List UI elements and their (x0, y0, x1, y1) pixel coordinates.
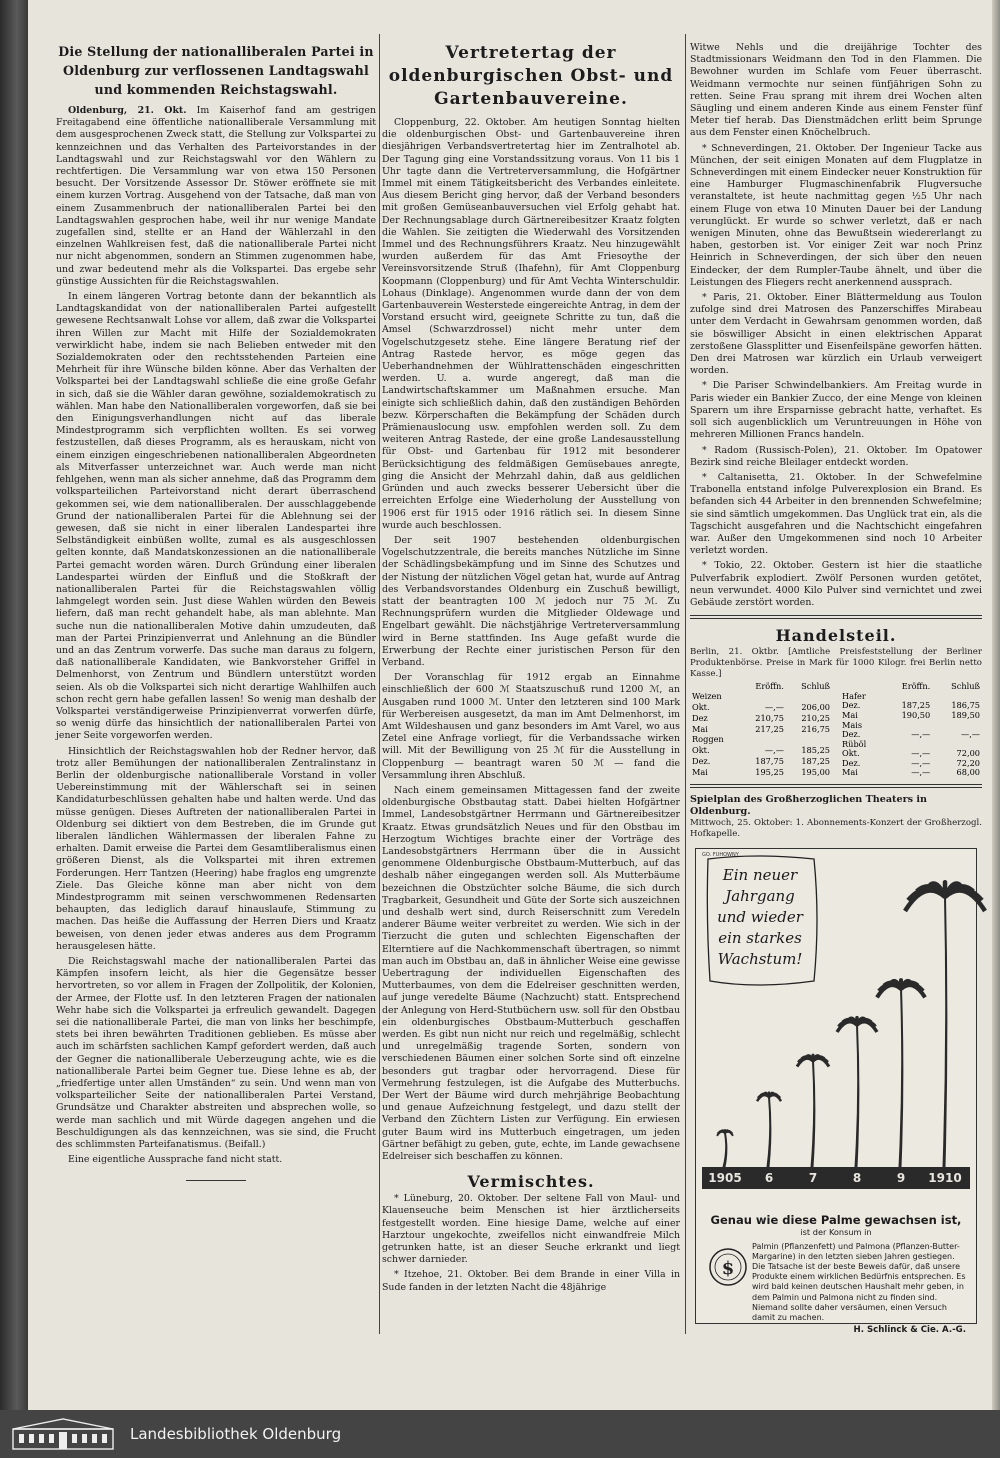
library-footer (0, 1410, 1000, 1458)
book-binding (0, 0, 28, 1410)
section-headline-vermischtes: Vermischtes. (467, 1172, 595, 1192)
market-cell-close: 68,00 (956, 767, 980, 778)
palm-group (717, 882, 985, 1167)
ad-subline: ist der Konsum in (800, 1227, 872, 1238)
article-paragraph: Der seit 1907 bestehenden oldenburgischen Vogelschutzzentrale, die bereits manches Nützliche im Sinne der Schädlingsbekämpfung und im Sinne des Schutzes und der Nistung der nützlichen Vögel getan hat, wurde auf Antrag des Verbandsvorstandes Oldenburg ein Zuschuß bewilligt, statt der beantragten 100 ℳ jedoch nur 75 ℳ. Zu Rechnungsprüfern wurden die Mitglieder Oldewage und Engelbart gewählt. Die nächstjährige Vertreterversammlung wird in Berne stattfinden. Ins Auge gefaßt wurde die Erwerbung der Rechte einer juristischen Person für den Verband. (382, 534, 680, 668)
column-1 (56, 42, 376, 1332)
section-rule (690, 615, 982, 619)
article-paragraph: Hinsichtlich der Reichstagswahlen hob der Redner hervor, daß trotz aller Bemühungen der nationalliberalen Zentralinstanz in Berlin der oldenburgische nationalliberale Vorstand in voller Uebereinstimmung mit der Wählerschaft sei in seinen Kandidaturbeschlüssen gehalten habe und halten werde. Und das müsse genügen. Dieses Auftreten der nationalliberalen Partei in Oldenburg sei diktiert von dem Bestreben, die im Grunde gut liberalen ländlichen Wählermassen der liberalen Fahne zu erhalten. Damit erweise die Partei dem Gesamtliberalismus einen größeren Dienst, als die Volkspartei mit ihren extremen Forderungen. Herr Tantzen (Heering) habe fraglos eng umgrenzte Ziele. Das Gleiche könne man aber nicht von dem Mindestprogramm mit seinen verschwommenen Redensarten behaupten, das lediglich darauf hinauslaufe, Stimmung zu machen. Das heiße die Auffassung der Herren Diers und Kraatz beweisen, von denen jeder etwas anderes aus dem Programm herausgelesen hätte. (56, 745, 376, 952)
market-cell-open: —,— (764, 702, 784, 713)
year-label: 6 (764, 1171, 774, 1186)
market-cell-label: Mai (842, 767, 858, 778)
dollar-seal-icon (708, 1247, 748, 1287)
ad-body: Palmin (Pflanzenfett) und Palmona (Pflanzen-Butter-Margarine) in den letzten sieben Jahren gestiegen. Die Tatsache ist der beste Beweis dafür, daß unsere Produkte einem wirklichen Bedürfnis entsprechen. Es wird bald keinen deutschen Haushalt mehr geben, in dem Palmin und Palmona nicht zu finden sind. Niemand sollte daher versäumen, einen Versuch damit zu machen. (752, 1241, 966, 1322)
market-cell-close: —,— (961, 729, 980, 740)
market-cell-open: —,— (911, 767, 931, 778)
market-cell-close: 195,00 (801, 766, 830, 777)
year-label: 1905 (708, 1171, 742, 1186)
market-cell-label: Hafer (842, 690, 866, 701)
market-row (690, 735, 832, 746)
article-headline-nationalliberal: Die Stellung der nationalliberalen Partei in Oldenburg zur verflossenen Landtagswahl und kommenden Reichstagswahl. (58, 44, 374, 97)
market-cell-label: Dez. (692, 756, 711, 767)
col-close-header: Schluß (801, 681, 830, 692)
market-cell-open: —,— (911, 748, 931, 759)
market-cell-open: 210,75 (755, 712, 784, 723)
article-paragraph: Eine eigentliche Aussprache fand nicht statt. (68, 1154, 283, 1166)
palmin-advertisement (695, 848, 977, 1336)
market-row (690, 692, 832, 703)
palm-tree (837, 1018, 877, 1167)
market-cell-open: 187,75 (755, 756, 784, 767)
col-open-header: Eröffn. (755, 681, 784, 692)
market-row (690, 767, 832, 778)
market-cell-open: 195,25 (755, 766, 784, 777)
article-paragraph: Nach einem gemeinsamen Mittagessen fand der zweite oldenburgische Obstbautag statt. Dabei hielten Hofgärtner Immel, Landesobstgärtner Herrmann und Gärtnereibesitzer Kraatz. Etwas grundsätzlich Neues und für den Obstbau im Herzogtum Wichtiges brachte einer der Vorträge des Landesobstgärtners Herrmann über die in Aussicht genommene Oldenburgische Obstbaum-Mutterbuch, auf das deshalb näher eingegangen werden soll. Als Mutterbäume bezeichnen die Obstzüchter solche Bäume, die sich durch Tragbarkeit, Gesundheit und Güte der Sorte sich auszeichnen und deshalb wert sind, durch Reiserschnitt zum Veredeln anderer Bäume weiter verbreitet zu werden. Wie sich in der Tierzucht die guten und schlechten Eigenschaften der Elterntiere auf die Nachkommenschaft übertragen, so nimmt man auch im Obstbau an, daß in ähnlicher Weise eine gewisse Uebertragung der individuellen Eigenschaften des Mutterbaumes, von dem die Edelreiser geschnitten werden, auf junge veredelte Bäume (Nachzucht) statt. Entsprechend der Anlegung von Herd-Stutbüchern usw. soll für den Obstbau ein oldenburgisches Obstbaum-Mutterbuch geschaffen werden. Es gibt nun nicht nur reich und regelmäßig, schlecht und unregelmäßig tragende Sorten, sondern von verschiedenen Bäumen einer solchen Sorte sind oft einzelne besonders gut tragbar oder hervorragend. Diese für Vermehrung festzulegen, ist die Aufgabe des Mutterbuchs. Der Wert der Bäume wird durch mehrjährige Beobachtung und genaue Aufzeichnung festgelegt, und dazu stellt der Verband den Züchtern Listen zur Verfügung. Ein erwiesen guter Baum wird ins Mutterbuch eingetragen, um jeden Gärtner befähigt zu geben, gute, echte, im Lande gewachsene Edelreiser sich beschaffen zu können. (382, 784, 680, 1163)
market-cell-label: Mai (842, 709, 858, 720)
column-rule-1 (379, 34, 380, 1334)
svg-text:$: $ (721, 1258, 735, 1280)
market-cell-close: 72,20 (956, 757, 980, 768)
news-item: * Schneverdingen, 21. Oktober. Der Ingenieur Tacke aus München, der seit einigen Monaten auf dem Flugplatze in Schneverdingen mit einem Eindecker neuer Konstruktion für eine Hamburger Flugmaschinenfabrik Flugversuche veranstaltete, ist heute nachmittag gegen ½5 Uhr nach einem Fluge von etwa 10 Minuten Dauer bei der Landung verunglückt. Er wurde so schwer verletzt, daß er nach wenigen Minuten, ohne das Bewußtsein wiedererlangt zu haben, gestorben ist. Vor einiger Zeit war noch Prinz Heinrich in Schneverdingen, der sich über den neuen Eindecker, der dem Rumpler-Taube ähnelt, und über die Leistungen des Fliegers recht anerkennend aussprach. (690, 142, 982, 288)
article-headline-obstbau: Vertretertag der oldenburgischen Obst- und Gartenbauvereine. (388, 43, 674, 109)
news-item: * Paris, 21. Oktober. Einer Blättermeldung aus Toulon zufolge sind drei Matrosen des Panzerschiffes Mirabeau unter dem Verdacht in Gewahrsam genommen worden, daß sie böswilliger Absicht in einen elektrischen Apparat zerstoßene Glassplitter und Eisenfeilspäne geworfen hätten. Den drei Matrosen war kürzlich ein Urlaub verweigert worden. (690, 292, 982, 377)
market-cell-close: 210,25 (801, 712, 830, 723)
year-label: 7 (808, 1171, 818, 1186)
market-cell-label: Dez. (842, 757, 861, 768)
market-cell-label: Rüböl (842, 738, 867, 749)
market-cell-open: —,— (911, 757, 931, 768)
market-cell-close: 186,75 (951, 700, 980, 711)
market-headline: Handelsteil. (775, 626, 897, 646)
market-row (690, 756, 832, 767)
theater-headline: Spielplan des Großherzoglichen Theaters in Oldenburg. (690, 794, 928, 818)
palm-tree (797, 1055, 829, 1167)
market-cell-label: Okt. (842, 748, 860, 759)
market-cell-close (786, 692, 832, 703)
library-building-icon (8, 1415, 118, 1453)
market-cell-close: 189,50 (951, 709, 980, 720)
palm-trees-illustration (696, 849, 976, 1209)
news-item: * Die Pariser Schwindelbankiers. Am Freitag wurde in Paris wieder ein Bankier Zucco, der eine Menge von kleinen Sparern um ihre Ersparnisse gebracht hatte, verhaftet. Es soll sich augenblicklich um Veruntreuungen in Höhe von mehreren Millionen Francs handeln. (690, 380, 982, 441)
market-intro: Berlin, 21. Oktbr. [Amtliche Preisfeststellung der Berliner Produktenbörse. Preise in Mark für 1000 Kilogr. frei Berlin netto Kasse.] (690, 647, 982, 680)
market-cell-open: —,— (764, 745, 784, 756)
column-rule-2 (685, 34, 686, 1334)
news-item: Witwe Nehls und die dreijährige Tochter des Stadtmissionars Weidmann den Tod in den Flammen. Die Bewohner wurden im Schlafe vom Feuer überrascht. Weidmann vermochte nur seinen fünfjährigen Sohn zu retten. Seine Frau sprang mit ihrem drei Wochen alten Säugling und einem anderen Kinde aus einem Fenster fünf Meter tief herab. Das Dienstmädchen erlitt beim Sprunge aus dem Fenster einen Knöchelbruch. (690, 42, 982, 139)
market-cell-open: 190,50 (901, 709, 931, 720)
market-cell-close: 206,00 (801, 702, 830, 713)
market-cell-label: Mais (842, 719, 863, 730)
ad-agency-mark: GO. FUHOWNY (702, 852, 739, 859)
market-cell-open (740, 692, 786, 703)
palm-tree (905, 882, 985, 1167)
market-cell-label: Dez. (842, 729, 861, 740)
market-cell-open: —,— (911, 729, 931, 740)
year-label: 8 (852, 1171, 862, 1186)
market-cell-close (786, 735, 832, 746)
market-row (690, 724, 832, 735)
col-close-header: Schluß (951, 681, 980, 692)
ad-slogan-banner: Ein neuer Jahrgang und wieder ein starkes Wachstum! (717, 866, 803, 969)
market-cell-label: Okt. (692, 745, 710, 756)
market-table-left (690, 682, 832, 778)
end-rule (186, 1180, 246, 1181)
article-paragraph: Cloppenburg, 22. Oktober. Am heutigen Sonntag hielten die oldenburgischen Obst- und Gartenbauvereine ihren diesjährigen Verbandsvertretertag hier im Zentralhotel ab. Der Tagung ging eine Vorstandssitzung voraus. Von 11 bis 1 Uhr tagte dann die Vertreterversammlung, die Hofgärtner Immel mit einem Tätigkeitsbericht des Verbandes einleitete. Aus diesem Bericht ging hervor, daß der Verband besonders mit großen Gemüseanbauversuchen viel Erfolg gehabt hat. Der Rechnungsablage durch Gärtnereibesitzer Kraatz folgten die Wahlen. Sie zeitigten die Wiederwahl des Vorsitzenden Immel und des Rechnungsführers Kraatz. Neu hinzugewählt wurden außerdem für das Amt Friesoythe der Vereinsvorsitzende Struß (Ihafehn), für Amt Cloppenburg Koopmann (Cloppenburg) und für Amt Vechta Winterschuldir. Lohaus (Dinklage). Angenommen wurde dann der von dem Gartenbauverein Westerstede eingereichte Antrag, in dem der Vorstand ersucht wird, geeignete Schritte zu tun, daß die Amsel (Schwarzdrossel) nicht mehr unter dem Vogelschutzgesetz stehe. Eine längere Beratung rief der Antrag Rastede hervor, es möge gegen das Ueberhandnehmen der Wühlrattenschäden eingeschritten werden. U. a. wurde angeregt, daß man die Landwirtschaftskammer um Maßnahmen ersuche. Man einigte sich schließlich dahin, daß den zuständigen Behörden bezw. Körperschaften die Bekämpfung der Schäden durch Prämienausloсung usw. empfohlen werden soll. Zu dem weiteren Antrag Rastede, der eine große Landesausstellung für Obst- und Gartenbau für 1912 mit besonderer Berücksichtigung des feldmäßigen Gemüsebaues anregte, ging die Ansicht der Mehrzahl dahin, daß aus geldlichen Gründen und auch zwecks besserer Uebersicht über die erreichten Erfolge eine Wiederholung der Ausstellung von 1906 erst für 1915 oder 1916 rätlich sei. In diesem Sinne wurde auch beschlossen. (382, 117, 680, 531)
news-item: * Tokio, 22. Oktober. Gestern ist hier die staatliche Pulverfabrik explodiert. Zwölf Personen wurden getötet, neun verwundet. 4000 Kilo Pulver sind vernichtet und zwei Gebäude zerstört worden. (690, 560, 982, 608)
market-row (840, 768, 982, 778)
market-cell-close: 216,75 (801, 723, 830, 734)
page-edge (992, 0, 1000, 1410)
dateline: Oldenburg, 21. Okt. (68, 105, 187, 116)
market-cell-label: Dez. (842, 700, 861, 711)
banner-frame (707, 856, 817, 985)
year-label: 9 (896, 1171, 906, 1186)
market-cell-label: Mai (692, 723, 708, 734)
ad-text-block (706, 1213, 966, 1335)
market-row (690, 746, 832, 757)
article-paragraph: Der Voranschlag für 1912 ergab an Einnahme einschließlich der 600 ℳ Staatszuschuß rund 1200 ℳ, an Ausgaben rund 1000 ℳ. Unter den letzteren sind 100 Mark für Werbereisen ausgesetzt, da man im Amt Delmenhorst, im Amt Wildeshausen und ganz besonders im Amt Varel, wo aus Zetel eine Anfrage vorliegt, für die Verbandssache wirken will. Mit der Bewilligung von 25 ℳ für die Ausstellung in Cloppenburg — beantragt waren 50 ℳ — fand die Versammlung ihren Abschluß. (382, 672, 680, 781)
market-cell-label: Okt. (692, 702, 710, 713)
section-rule (690, 784, 982, 788)
year-label: 1910 (928, 1171, 962, 1186)
column-2 (382, 42, 680, 1332)
news-item: * Radom (Russisch-Polen), 21. Oktober. Im Opatower Bezirk sind reiche Bleilager entdeckt worden. (690, 444, 982, 468)
market-cell-label: Mai (692, 766, 708, 777)
palm-tree (877, 980, 925, 1167)
market-row (690, 713, 832, 724)
market-tables (690, 680, 982, 778)
market-cell-label: Roggen (692, 734, 724, 745)
news-item: * Lüneburg, 20. Oktober. Der seltene Fall von Maul- und Klauenseuche beim Menschen ist hier ärztlicherseits festgestellt worden. Eine hiesige Dame, welche auf einer Harztour ungekochte, zweifellos nicht einwandfreie Milch getrunken hatte, ist an dieser Seuche erkrankt und liegt schwer darnieder. (382, 1193, 680, 1266)
library-name: Landesbibliothek Oldenburg (130, 1425, 342, 1443)
market-cell-close: 187,25 (801, 756, 830, 767)
article-paragraph: In einem längeren Vortrag betonte dann der bekanntlich als Landtagskandidat von der nationalliberalen Partei aufgestellt gewesene Rechtsanwalt Lohse vor allem, daß zwar die Volkspartei ihren Willen zur Macht mit Hilfe der Sozialdemokraten verwirklicht habe, indem sie nach Belieben entweder mit den Sozialdemokraten oder den rechtsstehenden Parteien eine Mehrheit für ihre Wünsche bilden könne. Aber das Verhalten der Volkspartei bei der Landtagswahl schließe die eine große Gefahr in sich, daß sie die Wähler daran gewöhne, sozialdemokratisch zu wählen. Man habe den Nationalliberalen vorgeworfen, daß sie bei den Einigungsverhandlungen nicht auf das liberale Mindestprogramm sich verpflichten wollten. Es sei vorweg festzustellen, daß dieses Programm, als es herauskam, nicht von einem einzigen eingeschriebenen nationalliberalen Abgeordneten als Mitverfasser unterzeichnet war. Auch werde man nicht fehlgehen, wenn man als sicher annehme, daß das Programm dem volksparteilichen Parteivorstand nicht derart überraschend gekommen sei, wie dem nationalliberalen. Der ausschlaggebende Grund der nationalliberalen Partei für die Ablehnung sei der gewesen, daß sie nicht in einer liberalen Landespartei ihre Selbständigkeit einbüßen wollte, zumal es als ausgeschlossen gelten konnte, daß Mandatskonzessionen an die nationalliberale Partei gemacht worden wären. Durch Gründung einer liberalen Landespartei würden der Einfluß und die Stoßkraft der nationalliberalen Partei für die Reichstagswahlen völlig lahmgelegt worden sein. Just diese Wahlen würden den Beweis liefern, daß man recht gehandelt habe, als man ablehnte. Man suche nun die nationalliberalen Motive dahin umzudeuten, daß man der Partei Prinzipienverrat und Anlehnung an die Bündler und an das Zentrum vorwerfe. Das suche man daraus zu folgern, daß nationalliberale Kandidaten, wie Bankvorsteher Griffel in Delmenhorst, von Zentrum und Bündlern unterstützt worden seien. Als ob die Volkspartei sich nicht derartige Wahlhilfen auch schon recht gern habe gefallen lassen! So wenig man deshalb der Volkspartei verständigerweise Prinzipienverrat vorwerfen dürfe, so wenig dürfe das hinsichtlich der nationalliberalen Partei von jener Seite vorgeworfen werden. (56, 291, 376, 742)
market-row (690, 703, 832, 714)
market-cell-close: 185,25 (801, 745, 830, 756)
ad-tagline: Genau wie diese Palme gewachsen ist, (710, 1213, 962, 1228)
market-cell-open: 187,25 (901, 700, 931, 711)
col-open-header: Eröffn. (901, 681, 931, 692)
news-item: * Itzehoe, 21. Oktober. Bei dem Brande in einer Villa in Sude fanden in der letzten Nacht die 48jährige (382, 1269, 680, 1293)
palm-tree (757, 1093, 781, 1167)
market-cell-label: Dez (692, 712, 708, 723)
market-cell-label: Weizen (692, 691, 722, 702)
market-cell-open: 217,25 (755, 723, 784, 734)
news-item: * Caltanisetta, 21. Oktober. In der Schwefelmine Trabonella entstand infolge Pulverexplosion ein Brand. Es befanden sich 44 Arbeiter in den brennenden Schwefelmine; sie sind sämtlich umgekommen. Das Unglück trat ein, als die Tagschicht ausgefahren und die Nachtschicht eingefahren war. Außer den Umgekommenen sind noch 10 Arbeiter verletzt worden. (690, 471, 982, 557)
market-cell-open (740, 735, 786, 746)
palm-tree (717, 1130, 733, 1167)
market-cell-close: 72,00 (956, 748, 980, 759)
article-paragraph: Oldenburg, 21. Okt. Im Kaiserhof fand am gestrigen Freitagabend eine öffentliche nationalliberale Versammlung mit dem ausgesprochenen Zweck statt, die Stellung zur Volkspartei zu kennzeichnen und das Verhalten des Parteivorstandes in der Landtagswahl und zur Reichstagswahl vor den Wählern zu rechtfertigen. Die Versammlung war von etwa 150 Personen besucht. Der Vorsitzende Assessor Dr. Stöwer eröffnete sie mit einem kurzen Vortrag. Ausgehend von der Tatsache, daß man von einem Zusammenbruch der nationalliberalen Partei bei den Landtagswahlen gesprochen habe, weil ihr nur wenige Mandate zugefallen sind, stellte er an Hand der Wählerzahl in den einzelnen Wahlkreisen fest, daß die nationalliberale Partei nicht nur nicht abgenommen, sondern an Stimmen zugenommen habe, und zwar bedeutend mehr als die Volkspartei. Das ergebe sehr günstige Aussichten für die Reichstagswahlen. (56, 105, 376, 287)
article-paragraph: Die Reichstagswahl mache der nationalliberalen Partei das Kämpfen insofern leicht, als hier die Gegensätze besser hervortreten, so vor allem in Fragen der Zollpolitik, der Kolonien, der Armee, der Flotte usf. In den letzteren Fragen der nationalen Wehr habe sich die Volkspartei ja erfreulich gewandelt. Dagegen sei die nationalliberale Partei, die man von links her beschimpfe, stets bei ihren bewährten Traditionen geblieben. Es müsse aber auch im schärfsten sachlichen Kampf gefordert werden, daß auch der Gegner die nationalliberale Ueberzeugung achte, wie es die nationalliberale Partei beim Gegner tue. Diese lehne es ab, der „friedfertige unter allen Umständen“ zu sein. Und wenn man von volksparteilicher Seite der nationalliberalen Partei Verstand, Grundsätze und Charakter abstreiten und absprechen wolle, so werde man sachlich und mit Würde dagegen angehen und die Beschuldigungen als das kennzeichnen, was sie sind, die Frucht des schlimmsten Parteifanatismus. (Beifall.) (56, 956, 376, 1151)
market-table-right (840, 682, 982, 778)
theater-text: Mittwoch, 25. Oktober: 1. Abonnements-Konzert der Großherzogl. Hofkapelle. (690, 818, 982, 840)
ad-firm: H. Schlinck & Cie. A.-G. (853, 1325, 966, 1336)
column-3 (690, 42, 982, 1336)
